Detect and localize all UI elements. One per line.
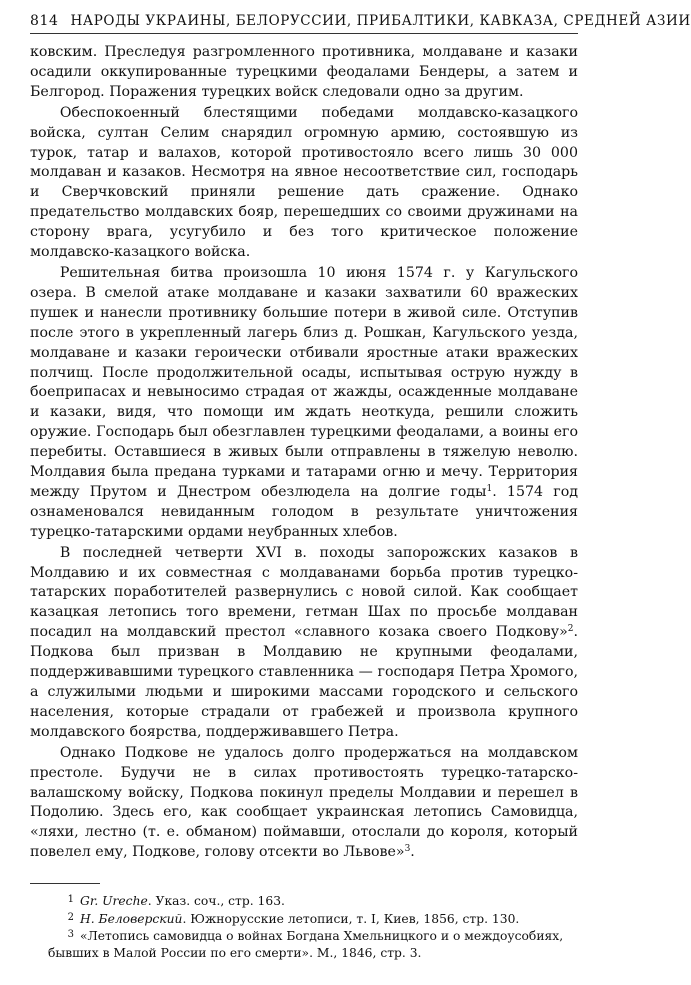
- body-text: [30, 43, 578, 863]
- footnote-mark: 2: [67, 911, 74, 923]
- footnote-ref-3[interactable]: 3: [404, 844, 411, 855]
- paragraph-3: [30, 264, 578, 543]
- footnote-ref-1[interactable]: 1: [486, 483, 493, 494]
- footnotes: [30, 892, 578, 961]
- paragraph-4: [30, 544, 578, 743]
- footnote-text: . Указ. соч., стр. 163.: [147, 894, 285, 909]
- footnote-2: [30, 910, 578, 928]
- paragraph-1: ковским. Преследуя разгромленного противника, молдаване и казаки осадили оккупированные турецкими феодалами Бендеры, а затем и Белгород. Поражения турецких войск следовали одно за другим.: [30, 44, 578, 100]
- paragraph-5-text-a: Однако Подкове не удалось долго продержаться на молдавском престоле. Будучи не в силах противостоять турецко-татарско-валашскому войску, Подкова покинул пределы Молдавии и перешел в Подолию. Здесь его, как сообщает украинская летопись Самовидца, «ляхи, лестно (т. е. обманом) поймавши, отослали до короля, который повелел ему, Подкове, голову отсекти во Львове»: [30, 744, 578, 861]
- paragraph-5: [30, 744, 578, 863]
- footnote-author: Gr. Ureche: [80, 894, 148, 909]
- running-head: [30, 13, 691, 34]
- footnote-ref-2[interactable]: 2: [567, 624, 574, 635]
- footnote-1: [30, 892, 578, 910]
- footnote-mark: 1: [67, 894, 74, 906]
- paragraph-4-text-a: В последней четверти XVI в. походы запорожских казаков в Молдавию и их совместная с молдаванами борьба против турецко-татарских поработителей развернулись с новой силой. Как сообщает казацкая летопись того времени, гетман Шах по просьбе молдаван посадил на молдавский престол «славного козака своего Подкову»: [30, 544, 578, 641]
- paragraph-2: Обеспокоенный блестящими победами молдавско-казацкого войска, султан Селим снарядил огромную армию, состоявшую из турок, татар и валахов, которой противостояло всего лишь 30 000 молдаван и казаков. Несмотря на явное несоответствие сил, господарь и Сверчковский приняли решение дать сражение. Однако предательство молдавских бояр, перешедших со своими дружинами на сторону врага, усугубило и без того критическое положение молдавско-казацкого войска.: [30, 104, 578, 261]
- footnote-author: Н. Беловерский: [80, 911, 183, 926]
- paragraph-5-text-b: .: [410, 844, 415, 861]
- footnote-divider: [30, 883, 100, 884]
- running-title: НАРОДЫ УКРАИНЫ, БЕЛОРУССИИ, ПРИБАЛТИКИ, КАВКАЗА, СРЕДНЕЙ АЗИИ: [70, 13, 691, 29]
- paragraph-3-text-b: . 1574 год ознаменовался невиданным голодом в результате уничтожения турецко-татарскими ордами неубранных хлебов.: [30, 483, 578, 540]
- footnote-mark: 3: [67, 929, 74, 941]
- footnote-text: «Летопись самовидца о войнах Богдана Хмельницкого и о междоусобиях, бывших в Малой России по его смерти». М., 1846, стр. 3.: [48, 929, 564, 960]
- footnote-text: . Южнорусские летописи, т. I, Киев, 1856, стр. 130.: [182, 911, 520, 926]
- paragraph-4-text-b: . Подкова был призван в Молдавию не крупными феодалами, поддерживавшими турецкого ставленника — господаря Петра Хромого, а служилыми людьми и широкими массами городского и сельского населения, которые страдали от грабежей и произвола крупного молдавского боярства, поддерживавшего Петра.: [30, 624, 578, 740]
- paragraph-3-text-a: Решительная битва произошла 10 июня 1574 г. у Кагульского озера. В смелой атаке молдаване и казаки захватили 60 вражеских пушек и нанесли противнику большие потери в живой силе. Отступив после этого в укрепленный лагерь близ д. Рошкан, Кагульского уезда, молдаване и казаки героически отбивали яростные атаки вражеских полчищ. После продолжительной осады, испытывая острую нужду в боеприпасах и невыносимо страдая от жажды, осажденные молдаване и казаки, видя, что помощи им ждать неоткуда, решили сложить оружие. Господарь был обезглавлен турецкими феодалами, а воины его перебиты. Оставшиеся в живых были отправлены в тяжелую неволю. Молдавия была предана турками и татарами огню и мечу. Территория между Прутом и Днестром обезлюдела на долгие годы: [30, 264, 578, 500]
- page-number: 814: [30, 13, 59, 29]
- footnote-3: [30, 927, 578, 961]
